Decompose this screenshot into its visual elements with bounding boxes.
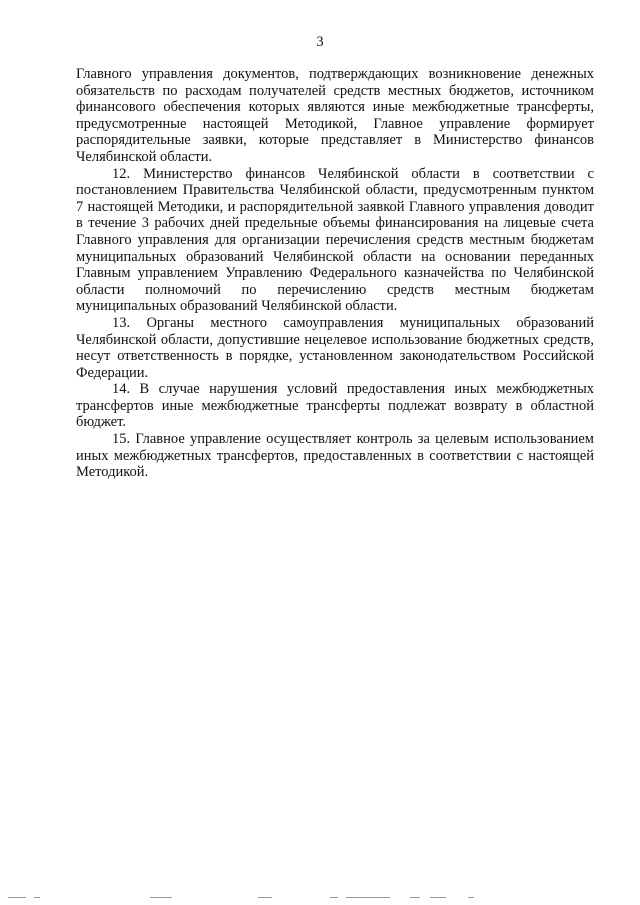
scan-edge-artifact bbox=[0, 897, 640, 899]
paragraph-item-15: 15. Главное управление осуществляет контроль за целевым использованием иных межбюджетных трансфертов, предоставленных в соответствии с настоящей Методикой. bbox=[76, 431, 594, 481]
document-body bbox=[76, 66, 594, 481]
page-number: 3 bbox=[316, 34, 324, 50]
paragraph-intro: Главного управления документов, подтверждающих возникновение денежных обязательств по расходам получателей средств местных бюджетов, источником финансового обеспечения которых являются иные межбюджетные трансферты, предусмотренные настоящей Методикой, Главное управление формирует распорядительные заявки, которые представляет в Министерство финансов Челябинской области. bbox=[76, 66, 594, 165]
paragraph-item-14: 14. В случае нарушения условий предоставления иных межбюджетных трансфертов иные межбюджетные трансферты подлежат возврату в областной бюджет. bbox=[76, 381, 594, 431]
paragraph-item-13: 13. Органы местного самоуправления муниципальных образований Челябинской области, допустившие нецелевое использование бюджетных средств, несут ответственность в порядке, установленном законодательством Российской Федерации. bbox=[76, 314, 594, 381]
paragraph-item-12: 12. Министерство финансов Челябинской области в соответствии с постановлением Правительства Челябинской области, предусмотренным пунктом 7 настоящей Методики, и распорядительной заявкой Главного управления доводит в течение 3 рабочих дней предельные объемы финансирования на лицевые счета Главного управления для организации перечисления средств местным бюджетам муниципальных образований Челябинской области на основании переданных Главным управлением Управлению Федерального казначейства по Челябинской области полномочий по перечислению средств местным бюджетам муниципальных образований Челябинской области. bbox=[76, 165, 594, 315]
